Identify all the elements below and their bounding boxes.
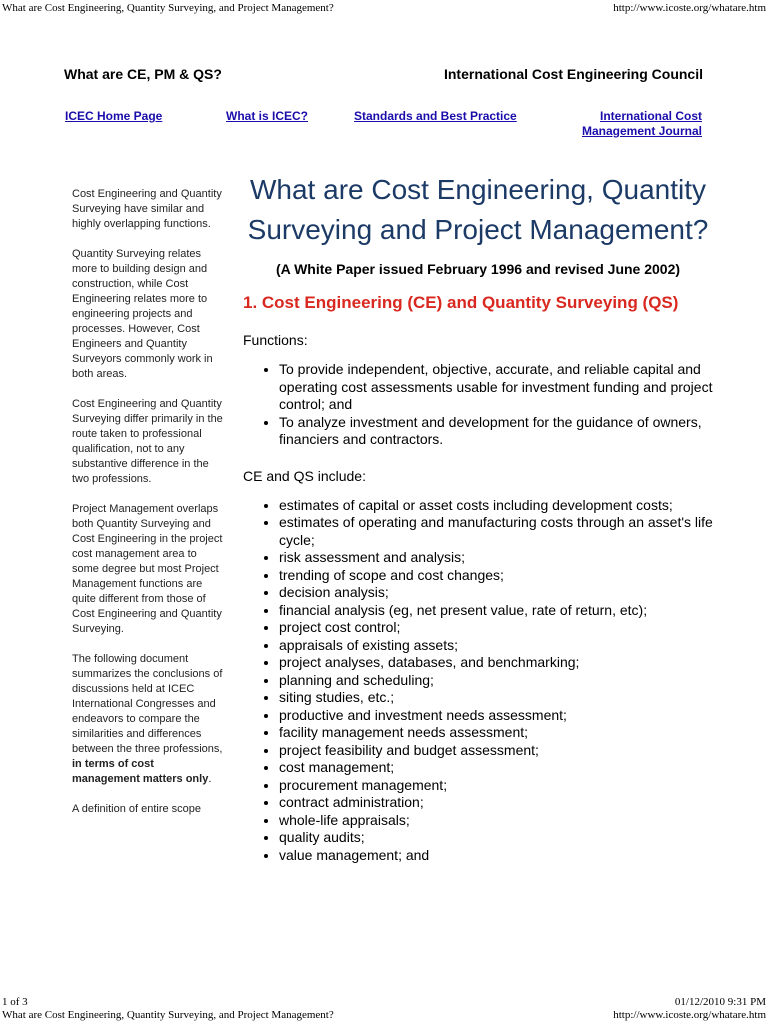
list-item: • decision analysis; (279, 584, 713, 602)
list-item: • financial analysis (eg, net present value, rate of return, etc); (279, 602, 713, 620)
list-item: • procurement management; (279, 777, 713, 795)
list-item: • project feasibility and budget assessment; (279, 742, 713, 760)
list-item: • To provide independent, objective, accurate, and reliable capital and operating cost assessments usable for investment funding and project control; and (279, 361, 713, 414)
list-item: • appraisals of existing assets; (279, 637, 713, 655)
site-title: What are CE, PM & QS? (64, 66, 222, 82)
nav-link-what-is-icec[interactable]: What is ICEC? (226, 109, 309, 123)
list-item: • risk assessment and analysis; (279, 549, 713, 567)
list-item: • cost management; (279, 759, 713, 777)
list-item: • To analyze investment and development for the guidance of owners, financiers and contractors. (279, 414, 713, 449)
sidebar-paragraph: Project Management overlaps both Quantity Surveying and Cost Engineering in the project cost management area to some degree but most Project Management functions are quite different from those of Cost Engineering and Quantity Surveying. (72, 503, 223, 635)
list-item: • estimates of capital or asset costs including development costs; (279, 497, 713, 515)
includes-list (243, 497, 713, 865)
page-title: What are Cost Engineering, Quantity Surveying and Project Management? (247, 174, 709, 245)
print-footer-datetime: 01/12/2010 9:31 PM (674, 996, 766, 1008)
list-item: • project cost control; (279, 619, 713, 637)
sidebar-paragraph-emphasis: in terms of cost management matters only (72, 758, 209, 785)
print-footer-page: 1 of 3 (2, 996, 28, 1008)
sidebar-paragraph (72, 652, 224, 787)
section-heading: 1. Cost Engineering (CE) and Quantity Surveying (QS) (243, 293, 679, 312)
main-content (243, 170, 713, 864)
functions-label: Functions: (243, 332, 308, 348)
list-item: • whole-life appraisals; (279, 812, 713, 830)
print-header-url: http://www.icoste.org/whatare.htm (613, 2, 766, 14)
list-item: • estimates of operating and manufacturing costs through an asset's life cycle; (279, 514, 713, 549)
list-item: • project analyses, databases, and benchmarking; (279, 654, 713, 672)
nav-link-standards[interactable]: Standards and Best Practice (354, 109, 517, 123)
nav-link-journal-line2: Management Journal (581, 124, 702, 138)
print-header-title: What are Cost Engineering, Quantity Surveying, and Project Management? (2, 2, 334, 14)
list-item: • contract administration; (279, 794, 713, 812)
list-item: • value management; and (279, 847, 713, 865)
print-footer-url: http://www.icoste.org/whatare.htm (613, 1009, 766, 1021)
sidebar-paragraph-text: The following document summarizes the conclusions of discussions held at ICEC International Congresses and endeavors to compare the similarities and differences between the three professions, (72, 653, 223, 755)
nav-link-journal-line1: International Cost (599, 109, 702, 123)
list-item: • siting studies, etc.; (279, 689, 713, 707)
sidebar-paragraph: Cost Engineering and Quantity Surveying have similar and highly overlapping functions. (72, 188, 222, 230)
sidebar-paragraph: Cost Engineering and Quantity Surveying differ primarily in the route taken to professional qualification, not to any substantive difference in the two professions. (72, 398, 223, 485)
site-org: International Cost Engineering Council (443, 66, 703, 82)
sidebar (72, 187, 224, 832)
list-item: • facility management needs assessment; (279, 724, 713, 742)
sidebar-paragraph: Quantity Surveying relates more to building design and construction, while Cost Engineering relates more to engineering projects and processes. However, Cost Engineers and Quantity Surveyors commonly work in both areas. (72, 248, 213, 380)
nav-link-home[interactable]: ICEC Home Page (65, 109, 163, 123)
includes-label: CE and QS include: (243, 467, 366, 484)
nav-link-journal[interactable] (582, 109, 702, 139)
sidebar-paragraph-end: . (208, 773, 212, 785)
functions-list (243, 361, 713, 449)
page-subtitle: (A White Paper issued February 1996 and revised June 2002) (275, 261, 681, 277)
list-item: • productive and investment needs assessment; (279, 707, 713, 725)
sidebar-paragraph: A definition of entire scope (72, 803, 202, 815)
print-footer-title: What are Cost Engineering, Quantity Surveying, and Project Management? (2, 1009, 334, 1021)
list-item: • trending of scope and cost changes; (279, 567, 713, 585)
list-item: • planning and scheduling; (279, 672, 713, 690)
list-item: • quality audits; (279, 829, 713, 847)
